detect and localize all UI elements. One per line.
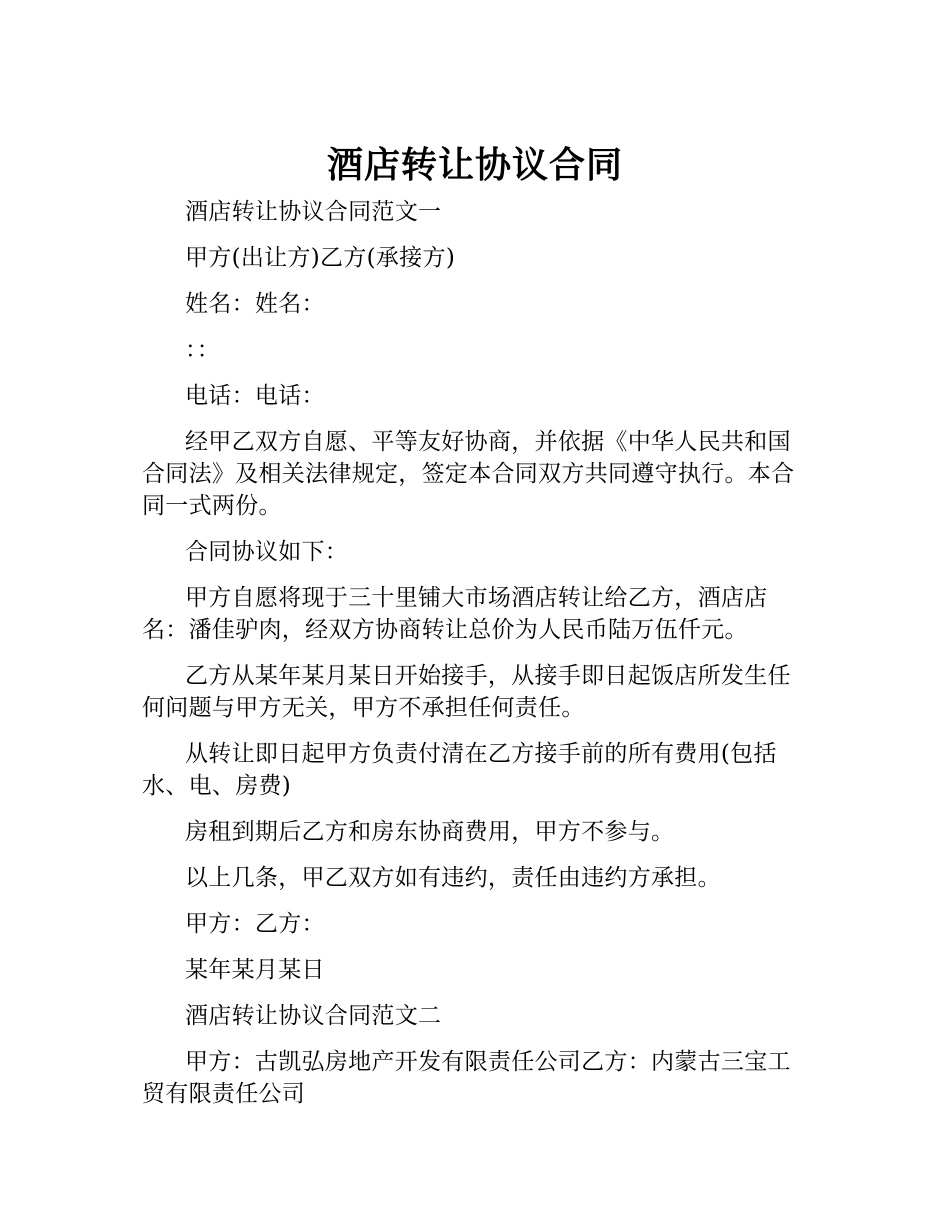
- paragraph-9: 乙方从某年某月某日开始接手，从接手即日起饭店所发生任何问题与甲方无关，甲方不承担任何责任。: [142, 663, 791, 721]
- paragraph-10: 从转让即日起甲方负责付清在乙方接手前的所有费用(包括水、电、房费): [142, 741, 777, 799]
- paragraph-3: 姓名：姓名：: [185, 291, 325, 317]
- paragraph-1: 酒店转让协议合同范文一: [185, 199, 442, 225]
- paragraph-13: 甲方：乙方：: [185, 911, 325, 937]
- paragraph-15: 酒店转让协议合同范文二: [185, 1003, 442, 1029]
- paragraph-16: 甲方：古凯弘房地产开发有限责任公司乙方：内蒙古三宝工贸有限责任公司: [142, 1049, 791, 1107]
- document-body: [142, 196, 808, 1124]
- paragraph-4: ：：: [185, 337, 221, 363]
- paragraph-7: 合同协议如下：: [185, 539, 349, 565]
- paragraph-8: 甲方自愿将现于三十里铺大市场酒店转让给乙方，酒店店名：潘佳驴肉，经双方协商转让总价为人民币陆万伍仟元。: [142, 585, 768, 643]
- paragraph-12: 以上几条，甲乙双方如有违约，责任由违约方承担。: [185, 865, 721, 891]
- paragraph-6: 经甲乙双方自愿、平等友好协商，并依据《中华人民共和国合同法》及相关法律规定，签定本合同双方共同遵守执行。本合同一式两份。: [142, 429, 795, 519]
- paragraph-14: 某年某月某日: [185, 957, 325, 983]
- paragraph-11: 房租到期后乙方和房东协商费用，甲方不参与。: [185, 819, 675, 845]
- paragraph-2: 甲方(出让方)乙方(承接方): [185, 245, 456, 271]
- document-title: 酒店转让协议合同: [326, 145, 623, 187]
- paragraph-5: 电话：电话：: [185, 383, 325, 409]
